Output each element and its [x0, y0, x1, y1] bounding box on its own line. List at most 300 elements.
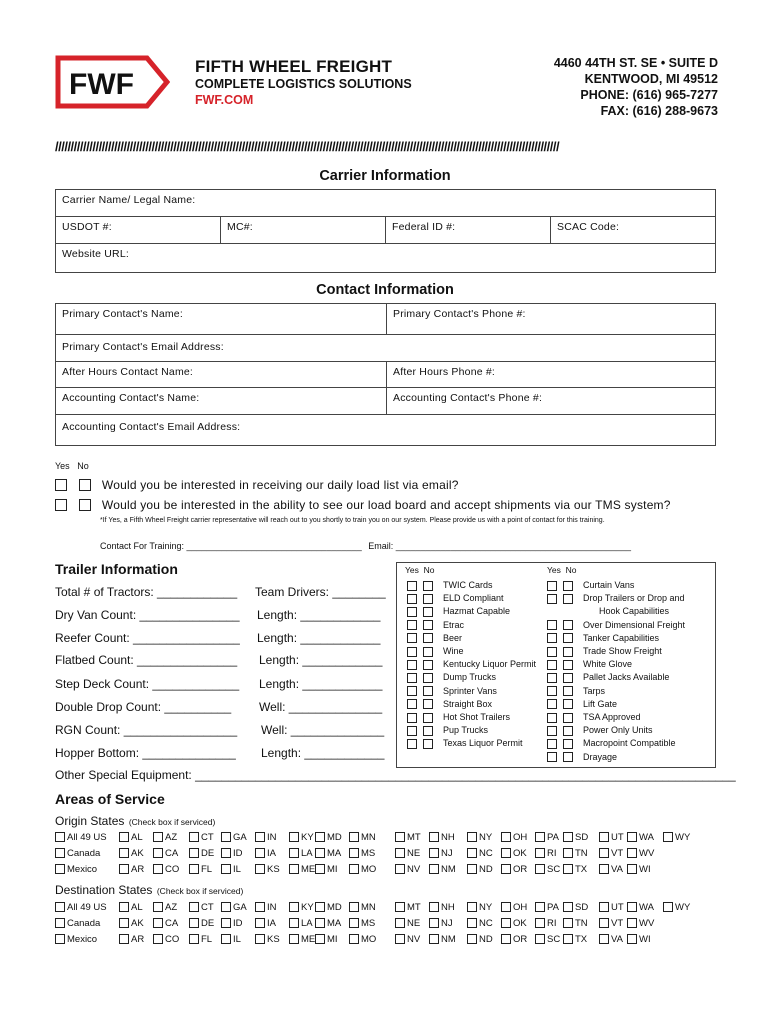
state-checkbox[interactable] — [255, 934, 265, 944]
primary-contact-phone-field[interactable]: Primary Contact's Phone #: — [387, 304, 715, 335]
state-checkbox[interactable] — [349, 864, 359, 874]
state-checkbox[interactable] — [535, 918, 545, 928]
scac-field[interactable]: SCAC Code: — [551, 217, 715, 244]
equipment-yes-checkbox[interactable] — [407, 726, 417, 736]
destination-state-option[interactable] — [349, 918, 375, 929]
state-checkbox[interactable] — [315, 832, 325, 842]
equipment-no-checkbox[interactable] — [423, 726, 433, 736]
state-checkbox[interactable] — [429, 864, 439, 874]
origin-state-option[interactable] — [501, 864, 527, 875]
origin-state-option[interactable] — [189, 864, 212, 875]
equipment-yes-checkbox[interactable] — [407, 699, 417, 709]
state-checkbox[interactable] — [467, 918, 477, 928]
load-board-yes-checkbox[interactable] — [55, 499, 67, 511]
destination-state-option[interactable] — [395, 918, 420, 929]
equipment-yes-checkbox[interactable] — [407, 739, 417, 749]
state-checkbox[interactable] — [467, 864, 477, 874]
destination-state-option[interactable] — [255, 918, 276, 929]
equipment-yes-checkbox[interactable] — [407, 620, 417, 630]
reefer-field[interactable]: Reefer Count: ________________ — [55, 631, 240, 645]
equipment-no-checkbox[interactable] — [423, 594, 433, 604]
origin-state-option[interactable] — [429, 848, 453, 859]
flatbed-length-field[interactable]: Length: ____________ — [259, 653, 383, 667]
accounting-name-field[interactable]: Accounting Contact's Name: — [56, 388, 387, 415]
destination-state-option[interactable] — [535, 934, 560, 945]
state-checkbox[interactable] — [429, 918, 439, 928]
state-checkbox[interactable] — [535, 832, 545, 842]
equipment-no-checkbox[interactable] — [563, 739, 573, 749]
state-checkbox[interactable] — [563, 848, 573, 858]
equipment-yes-checkbox[interactable] — [547, 752, 557, 762]
origin-state-option[interactable] — [429, 832, 455, 843]
origin-state-option[interactable] — [153, 832, 177, 843]
origin-state-option[interactable] — [467, 864, 493, 875]
equipment-yes-checkbox[interactable] — [547, 594, 557, 604]
state-checkbox[interactable] — [663, 902, 673, 912]
destination-state-option[interactable] — [189, 918, 214, 929]
step-deck-field[interactable]: Step Deck Count: _____________ — [55, 677, 240, 691]
origin-state-option[interactable] — [627, 832, 654, 843]
state-checkbox[interactable] — [221, 902, 231, 912]
website-url-field[interactable]: Website URL: — [62, 248, 129, 260]
state-checkbox[interactable] — [289, 832, 299, 842]
destination-state-option[interactable] — [599, 918, 623, 929]
destination-state-option[interactable] — [221, 902, 247, 913]
origin-state-option[interactable] — [153, 848, 178, 859]
origin-state-option[interactable] — [255, 848, 276, 859]
equipment-no-checkbox[interactable] — [563, 594, 573, 604]
team-drivers-field[interactable]: Team Drivers: ________ — [255, 585, 386, 599]
destination-state-option[interactable] — [289, 902, 314, 913]
region-checkbox[interactable] — [55, 918, 65, 928]
destination-state-option[interactable] — [119, 902, 143, 913]
origin-state-option[interactable] — [599, 848, 623, 859]
destination-state-option[interactable] — [535, 902, 559, 913]
hopper-bottom-field[interactable]: Hopper Bottom: ______________ — [55, 746, 236, 760]
destination-state-option[interactable] — [599, 902, 624, 913]
region-checkbox[interactable] — [55, 934, 65, 944]
destination-state-option[interactable] — [429, 918, 453, 929]
rgn-well-field[interactable]: Well: ______________ — [261, 723, 385, 737]
state-checkbox[interactable] — [119, 918, 129, 928]
origin-state-option[interactable] — [429, 864, 456, 875]
destination-state-option[interactable] — [349, 934, 376, 945]
region-option[interactable] — [55, 848, 100, 859]
accounting-email-field[interactable]: Accounting Contact's Email Address: — [62, 421, 241, 433]
state-checkbox[interactable] — [599, 902, 609, 912]
state-checkbox[interactable] — [599, 848, 609, 858]
origin-state-option[interactable] — [627, 848, 654, 859]
state-checkbox[interactable] — [467, 848, 477, 858]
destination-state-option[interactable] — [395, 934, 420, 945]
destination-state-option[interactable] — [315, 934, 338, 945]
equipment-no-checkbox[interactable] — [423, 713, 433, 723]
state-checkbox[interactable] — [221, 864, 231, 874]
destination-state-option[interactable] — [289, 918, 313, 929]
origin-state-option[interactable] — [189, 848, 214, 859]
origin-state-option[interactable] — [599, 864, 623, 875]
equipment-no-checkbox[interactable] — [423, 647, 433, 657]
origin-state-option[interactable] — [395, 864, 420, 875]
state-checkbox[interactable] — [429, 902, 439, 912]
state-checkbox[interactable] — [627, 918, 637, 928]
state-checkbox[interactable] — [535, 934, 545, 944]
region-checkbox[interactable] — [55, 864, 65, 874]
destination-state-option[interactable] — [429, 902, 455, 913]
origin-state-option[interactable] — [255, 864, 280, 875]
state-checkbox[interactable] — [627, 832, 637, 842]
equipment-yes-checkbox[interactable] — [547, 673, 557, 683]
state-checkbox[interactable] — [221, 848, 231, 858]
other-equipment-field[interactable]: Other Special Equipment: _________________________________________________________________________________ — [55, 768, 736, 782]
origin-state-option[interactable] — [501, 832, 527, 843]
origin-state-option[interactable] — [563, 848, 588, 859]
primary-contact-email-field[interactable]: Primary Contact's Email Address: — [56, 335, 715, 362]
state-checkbox[interactable] — [429, 934, 439, 944]
carrier-name-field[interactable]: Carrier Name/ Legal Name: — [56, 190, 715, 217]
company-website[interactable]: FWF.COM — [195, 92, 254, 107]
federal-id-field[interactable]: Federal ID #: — [386, 217, 551, 244]
state-checkbox[interactable] — [315, 864, 325, 874]
origin-state-option[interactable] — [467, 832, 492, 843]
state-checkbox[interactable] — [535, 864, 545, 874]
region-checkbox[interactable] — [55, 832, 65, 842]
state-checkbox[interactable] — [315, 918, 325, 928]
equipment-no-checkbox[interactable] — [423, 660, 433, 670]
destination-state-option[interactable] — [599, 934, 623, 945]
equipment-yes-checkbox[interactable] — [407, 594, 417, 604]
region-checkbox[interactable] — [55, 848, 65, 858]
state-checkbox[interactable] — [467, 832, 477, 842]
origin-state-option[interactable] — [349, 832, 376, 843]
state-checkbox[interactable] — [153, 902, 163, 912]
destination-state-option[interactable] — [563, 902, 588, 913]
state-checkbox[interactable] — [663, 832, 673, 842]
equipment-no-checkbox[interactable] — [423, 633, 433, 643]
origin-state-option[interactable] — [563, 864, 587, 875]
equipment-no-checkbox[interactable] — [563, 673, 573, 683]
equipment-label: Drop Trailers or Drop and — [583, 593, 685, 604]
origin-state-option[interactable] — [289, 864, 315, 875]
destination-state-option[interactable] — [627, 902, 654, 913]
destination-state-option[interactable] — [501, 918, 527, 929]
destination-state-option[interactable] — [221, 934, 241, 945]
equipment-no-checkbox[interactable] — [423, 607, 433, 617]
state-checkbox[interactable] — [395, 864, 405, 874]
state-checkbox[interactable] — [627, 902, 637, 912]
state-checkbox[interactable] — [627, 864, 637, 874]
equipment-yes-checkbox[interactable] — [407, 647, 417, 657]
destination-state-option[interactable] — [315, 918, 341, 929]
state-checkbox[interactable] — [535, 902, 545, 912]
state-checkbox[interactable] — [349, 934, 359, 944]
load-board-no-checkbox[interactable] — [79, 499, 91, 511]
origin-state-option[interactable] — [289, 832, 314, 843]
training-contact-field[interactable]: Contact For Training: ___________________________________ — [100, 541, 362, 551]
origin-state-option[interactable] — [395, 848, 420, 859]
state-checkbox[interactable] — [349, 918, 359, 928]
equipment-yes-checkbox[interactable] — [547, 726, 557, 736]
state-checkbox[interactable] — [467, 934, 477, 944]
usdot-field[interactable]: USDOT #: — [56, 217, 221, 244]
origin-state-option[interactable] — [563, 832, 588, 843]
state-checkbox[interactable] — [119, 934, 129, 944]
equipment-no-checkbox[interactable] — [423, 581, 433, 591]
state-checkbox[interactable] — [189, 848, 199, 858]
destination-state-option[interactable] — [189, 934, 212, 945]
state-checkbox[interactable] — [289, 918, 299, 928]
state-checkbox[interactable] — [119, 864, 129, 874]
origin-state-option[interactable] — [189, 832, 214, 843]
equipment-no-checkbox[interactable] — [423, 739, 433, 749]
state-checkbox[interactable] — [119, 832, 129, 842]
destination-state-option[interactable] — [119, 918, 144, 929]
origin-state-option[interactable] — [535, 832, 559, 843]
equipment-yes-checkbox[interactable] — [407, 686, 417, 696]
state-checkbox[interactable] — [501, 848, 511, 858]
equipment-no-checkbox[interactable] — [423, 686, 433, 696]
equipment-no-checkbox[interactable] — [563, 620, 573, 630]
equipment-yes-checkbox[interactable] — [407, 660, 417, 670]
destination-state-option[interactable] — [501, 902, 527, 913]
origin-state-option[interactable] — [395, 832, 421, 843]
destination-state-option[interactable] — [501, 934, 527, 945]
equipment-no-checkbox[interactable] — [563, 752, 573, 762]
destination-state-option[interactable] — [663, 902, 690, 913]
after-hours-name-field[interactable]: After Hours Contact Name: — [56, 362, 387, 388]
origin-state-option[interactable] — [349, 848, 375, 859]
destination-state-option[interactable] — [563, 934, 587, 945]
origin-state-option[interactable] — [119, 864, 144, 875]
origin-state-option[interactable] — [627, 864, 651, 875]
region-option[interactable] — [55, 934, 97, 945]
state-checkbox[interactable] — [395, 832, 405, 842]
origin-state-option[interactable] — [153, 864, 179, 875]
state-checkbox[interactable] — [255, 918, 265, 928]
state-checkbox[interactable] — [189, 918, 199, 928]
origin-state-option[interactable] — [221, 864, 241, 875]
state-checkbox[interactable] — [501, 832, 511, 842]
load-list-yes-checkbox[interactable] — [55, 479, 67, 491]
state-checkbox[interactable] — [501, 918, 511, 928]
state-checkbox[interactable] — [563, 934, 573, 944]
state-checkbox[interactable] — [467, 902, 477, 912]
state-checkbox[interactable] — [429, 848, 439, 858]
equipment-yes-checkbox[interactable] — [407, 633, 417, 643]
state-checkbox[interactable] — [535, 848, 545, 858]
origin-state-option[interactable] — [221, 848, 243, 859]
rgn-field[interactable]: RGN Count: _________________ — [55, 723, 238, 737]
flatbed-field[interactable]: Flatbed Count: _______________ — [55, 653, 238, 667]
state-checkbox[interactable] — [395, 902, 405, 912]
destination-state-option[interactable] — [153, 902, 177, 913]
state-checkbox[interactable] — [599, 934, 609, 944]
origin-state-option[interactable] — [255, 832, 277, 843]
state-checkbox[interactable] — [395, 848, 405, 858]
destination-state-option[interactable] — [467, 918, 493, 929]
state-checkbox[interactable] — [189, 902, 199, 912]
origin-state-option[interactable] — [599, 832, 624, 843]
equipment-no-checkbox[interactable] — [563, 647, 573, 657]
region-option[interactable] — [55, 832, 107, 843]
state-checkbox[interactable] — [153, 918, 163, 928]
state-checkbox[interactable] — [563, 902, 573, 912]
origin-state-option[interactable] — [315, 848, 341, 859]
destination-state-option[interactable] — [153, 934, 179, 945]
origin-state-option[interactable] — [467, 848, 493, 859]
state-checkbox[interactable] — [563, 864, 573, 874]
origin-state-option[interactable] — [535, 848, 557, 859]
destination-state-option[interactable] — [289, 934, 315, 945]
state-checkbox[interactable] — [315, 934, 325, 944]
equipment-no-checkbox[interactable] — [563, 660, 573, 670]
origin-state-option[interactable] — [501, 848, 527, 859]
state-checkbox[interactable] — [315, 848, 325, 858]
equipment-yes-checkbox[interactable] — [407, 581, 417, 591]
region-checkbox[interactable] — [55, 902, 65, 912]
state-checkbox[interactable] — [255, 864, 265, 874]
destination-state-option[interactable] — [627, 934, 651, 945]
state-checkbox[interactable] — [349, 902, 359, 912]
state-checkbox[interactable] — [119, 848, 129, 858]
equipment-yes-checkbox[interactable] — [547, 633, 557, 643]
region-option[interactable] — [55, 902, 107, 913]
state-checkbox[interactable] — [255, 832, 265, 842]
destination-state-option[interactable] — [315, 902, 342, 913]
destination-state-option[interactable] — [395, 902, 421, 913]
state-checkbox[interactable] — [501, 934, 511, 944]
equipment-label: TWIC Cards — [443, 580, 493, 590]
destination-state-option[interactable] — [119, 934, 144, 945]
destination-state-option[interactable] — [255, 902, 277, 913]
origin-state-option[interactable] — [119, 848, 144, 859]
destination-state-option[interactable] — [189, 902, 214, 913]
destination-state-option[interactable] — [429, 934, 456, 945]
destination-state-option[interactable] — [153, 918, 178, 929]
state-checkbox[interactable] — [627, 848, 637, 858]
destination-state-option[interactable] — [535, 918, 557, 929]
equipment-no-checkbox[interactable] — [563, 581, 573, 591]
primary-contact-name-field[interactable]: Primary Contact's Name: — [56, 304, 387, 335]
equipment-yes-checkbox[interactable] — [547, 581, 557, 591]
state-checkbox[interactable] — [153, 864, 163, 874]
equipment-no-checkbox[interactable] — [563, 633, 573, 643]
state-checkbox[interactable] — [289, 864, 299, 874]
equipment-yes-checkbox[interactable] — [547, 660, 557, 670]
equipment-no-checkbox[interactable] — [563, 699, 573, 709]
state-checkbox[interactable] — [289, 902, 299, 912]
state-checkbox[interactable] — [563, 832, 573, 842]
region-option[interactable] — [55, 918, 100, 929]
origin-state-option[interactable] — [221, 832, 247, 843]
equipment-no-checkbox[interactable] — [423, 699, 433, 709]
load-list-no-checkbox[interactable] — [79, 479, 91, 491]
tractors-field[interactable]: Total # of Tractors: ____________ — [55, 585, 238, 599]
origin-state-option[interactable] — [663, 832, 690, 843]
state-checkbox[interactable] — [289, 934, 299, 944]
destination-state-option[interactable] — [467, 934, 493, 945]
state-checkbox[interactable] — [221, 832, 231, 842]
state-checkbox[interactable] — [501, 902, 511, 912]
destination-state-option[interactable] — [221, 918, 243, 929]
accounting-phone-field[interactable]: Accounting Contact's Phone #: — [387, 388, 715, 415]
step-deck-length-field[interactable]: Length: ____________ — [259, 677, 383, 691]
destination-state-option[interactable] — [349, 902, 376, 913]
equipment-no-checkbox[interactable] — [563, 713, 573, 723]
hopper-length-field[interactable]: Length: ____________ — [261, 746, 385, 760]
mc-field[interactable]: MC#: — [221, 217, 386, 244]
equipment-yes-checkbox[interactable] — [547, 739, 557, 749]
origin-state-option[interactable] — [535, 864, 560, 875]
state-checkbox[interactable] — [315, 902, 325, 912]
equipment-no-checkbox[interactable] — [423, 673, 433, 683]
state-checkbox[interactable] — [221, 918, 231, 928]
origin-state-option[interactable] — [119, 832, 143, 843]
state-checkbox[interactable] — [153, 832, 163, 842]
equipment-yes-checkbox[interactable] — [407, 673, 417, 683]
region-option[interactable] — [55, 864, 97, 875]
state-checkbox[interactable] — [627, 934, 637, 944]
training-email-field[interactable]: Email: _______________________________________________ — [368, 541, 632, 551]
origin-state-option[interactable] — [289, 848, 313, 859]
double-drop-field[interactable]: Double Drop Count: __________ — [55, 700, 232, 714]
state-checkbox[interactable] — [189, 832, 199, 842]
state-checkbox[interactable] — [429, 832, 439, 842]
after-hours-phone-field[interactable]: After Hours Phone #: — [387, 362, 715, 388]
state-checkbox[interactable] — [119, 902, 129, 912]
double-drop-well-field[interactable]: Well: ______________ — [259, 700, 383, 714]
state-checkbox[interactable] — [395, 918, 405, 928]
state-checkbox[interactable] — [255, 902, 265, 912]
equipment-no-checkbox[interactable] — [563, 686, 573, 696]
state-checkbox[interactable] — [599, 832, 609, 842]
equipment-no-checkbox[interactable] — [423, 620, 433, 630]
state-checkbox[interactable] — [599, 864, 609, 874]
destination-state-option[interactable] — [563, 918, 588, 929]
state-checkbox[interactable] — [255, 848, 265, 858]
equipment-yes-checkbox[interactable] — [547, 647, 557, 657]
state-checkbox[interactable] — [153, 934, 163, 944]
state-checkbox[interactable] — [599, 918, 609, 928]
state-checkbox[interactable] — [501, 864, 511, 874]
equipment-yes-checkbox[interactable] — [547, 713, 557, 723]
state-checkbox[interactable] — [289, 848, 299, 858]
state-checkbox[interactable] — [349, 832, 359, 842]
state-checkbox[interactable] — [349, 848, 359, 858]
state-checkbox[interactable] — [189, 864, 199, 874]
destination-state-option[interactable] — [467, 902, 492, 913]
equipment-no-checkbox[interactable] — [563, 726, 573, 736]
equipment-yes-checkbox[interactable] — [407, 607, 417, 617]
dry-van-field[interactable]: Dry Van Count: _______________ — [55, 608, 240, 622]
state-checkbox[interactable] — [189, 934, 199, 944]
origin-state-option[interactable] — [315, 832, 342, 843]
origin-state-option[interactable] — [315, 864, 338, 875]
equipment-yes-checkbox[interactable] — [547, 699, 557, 709]
state-checkbox[interactable] — [153, 848, 163, 858]
destination-state-option[interactable] — [255, 934, 280, 945]
equipment-yes-checkbox[interactable] — [407, 713, 417, 723]
equipment-yes-checkbox[interactable] — [547, 686, 557, 696]
destination-state-option[interactable] — [627, 918, 654, 929]
state-checkbox[interactable] — [563, 918, 573, 928]
state-checkbox[interactable] — [395, 934, 405, 944]
dry-van-length-field[interactable]: Length: ____________ — [257, 608, 381, 622]
reefer-length-field[interactable]: Length: ____________ — [257, 631, 381, 645]
equipment-yes-checkbox[interactable] — [547, 620, 557, 630]
state-checkbox[interactable] — [221, 934, 231, 944]
origin-state-option[interactable] — [349, 864, 376, 875]
